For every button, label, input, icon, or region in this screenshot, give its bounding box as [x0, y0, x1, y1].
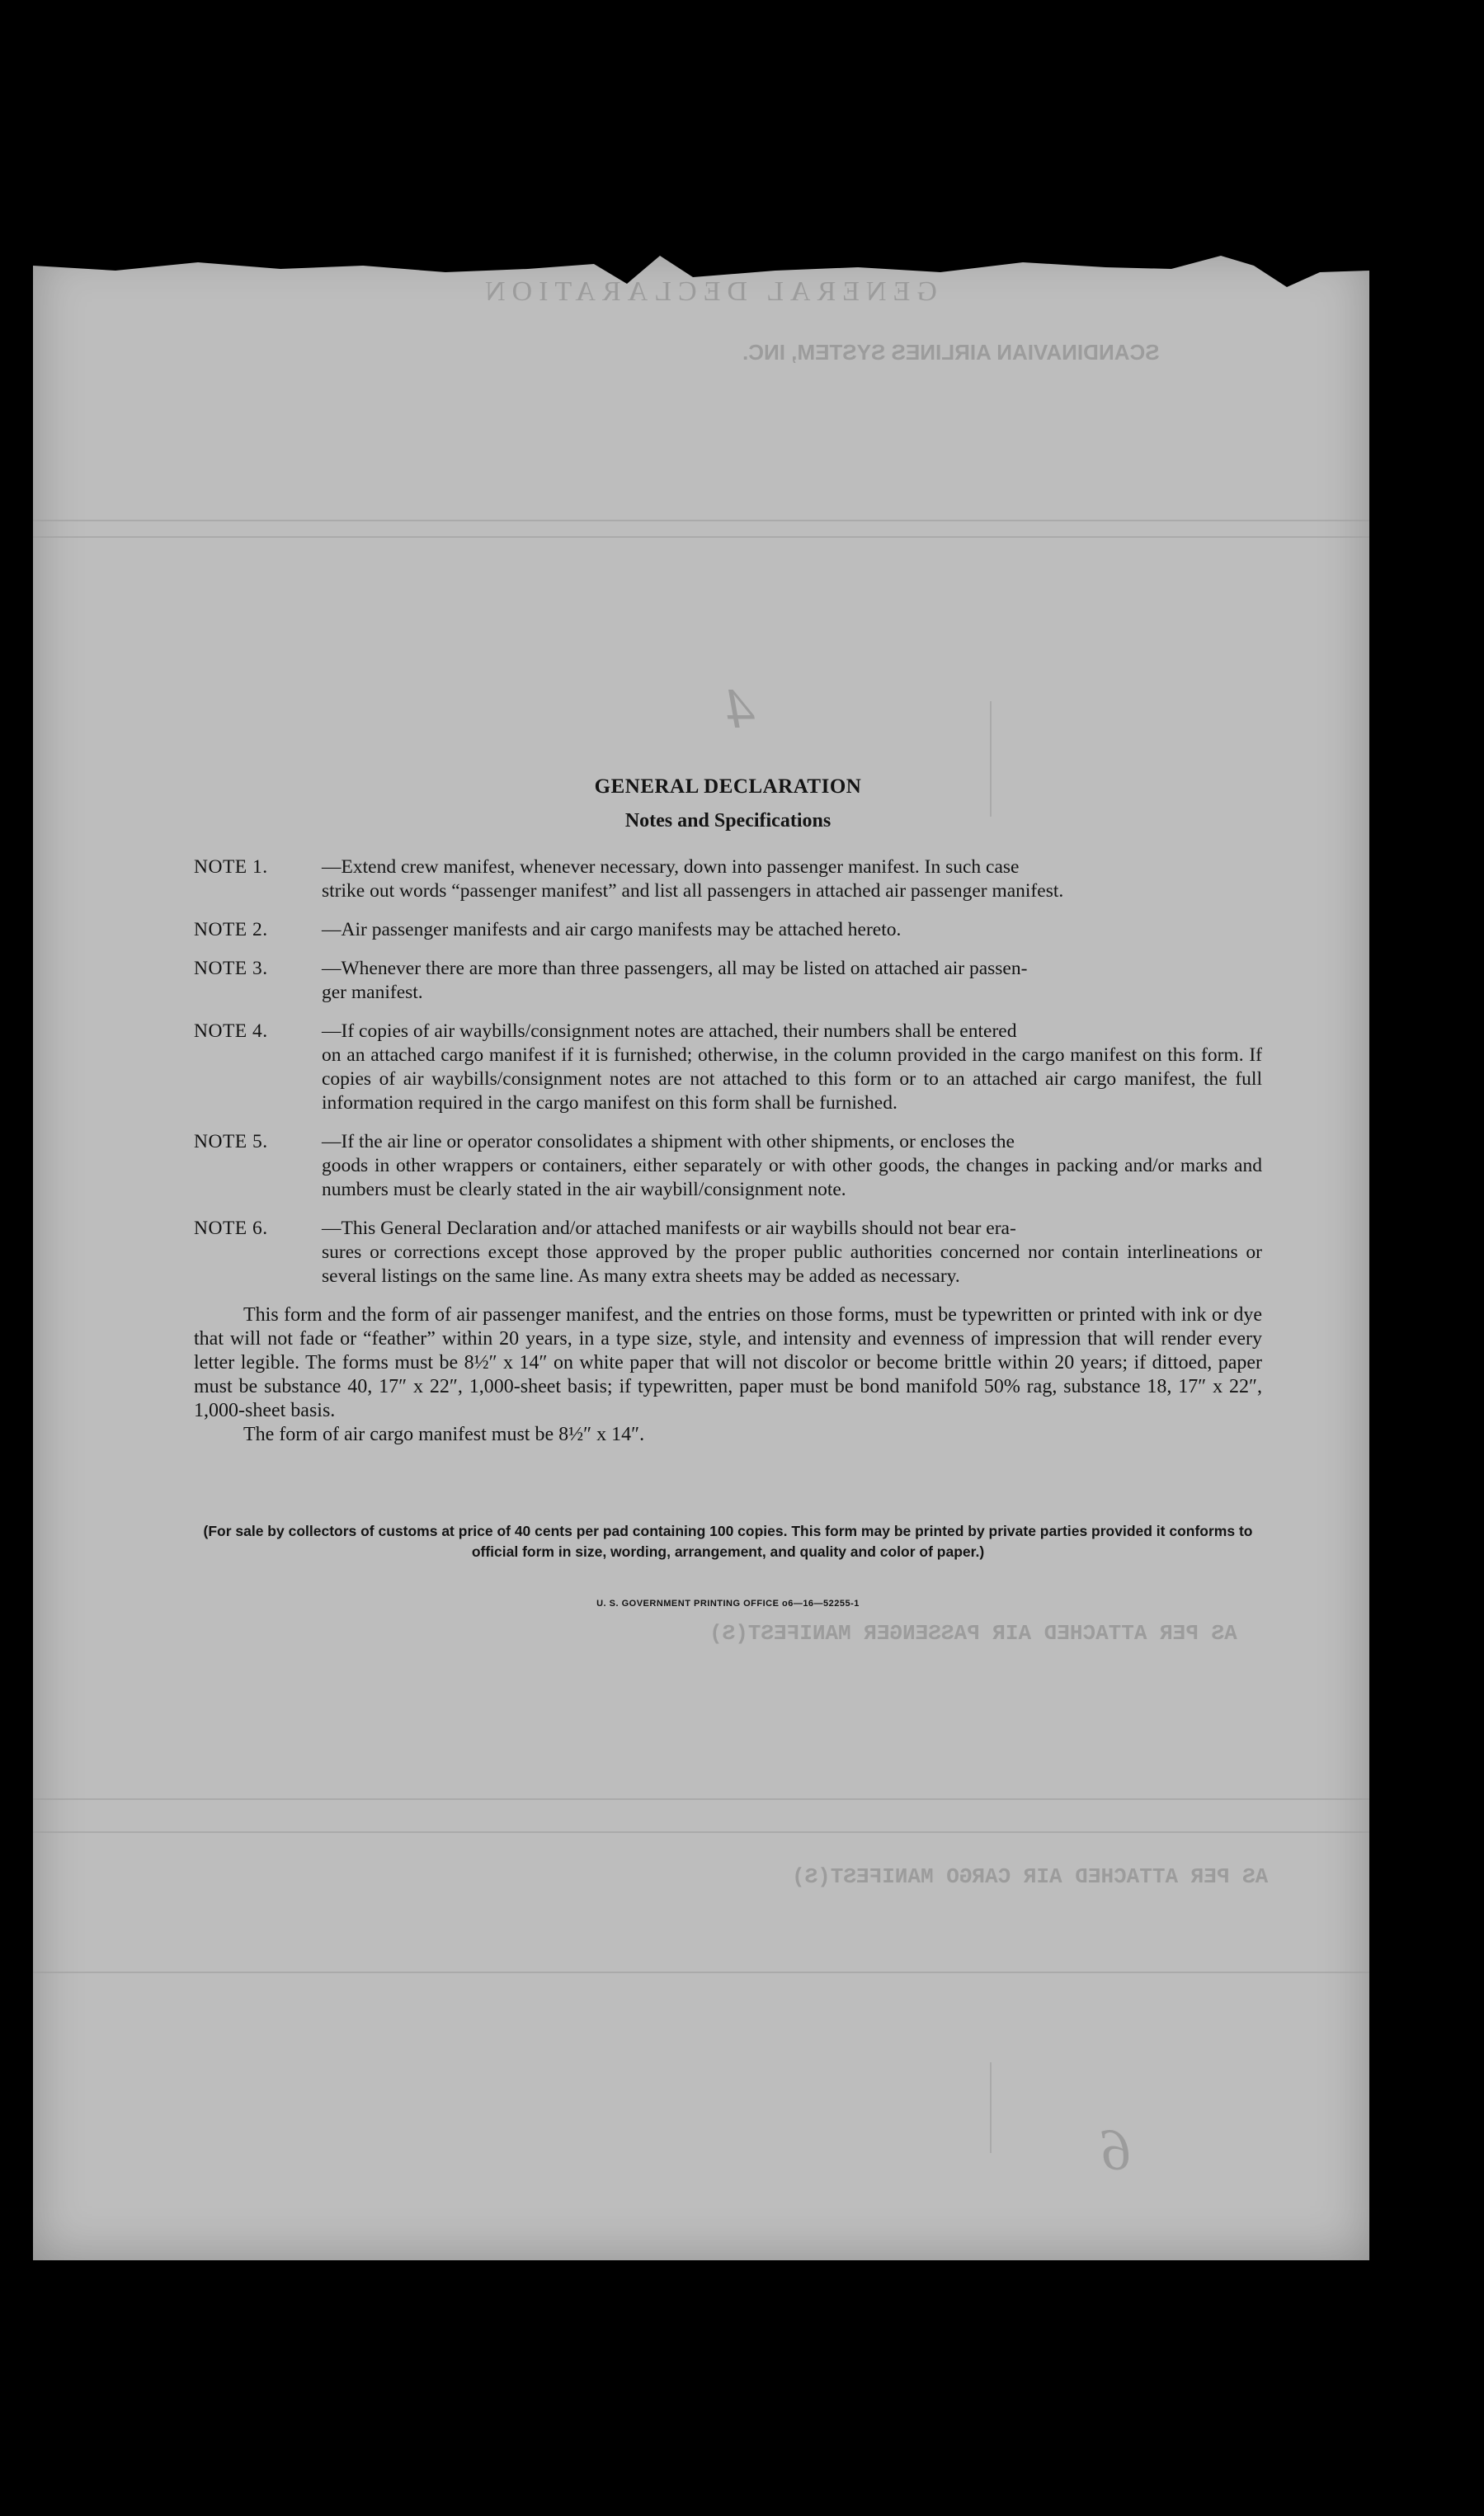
- bleed-airline: SCANDINAVIAN AIRLINES SYSTEM, INC.: [742, 340, 1160, 365]
- bleed-cargo-stamp: AS PER ATTACHED AIR CARGO MANIFEST(S): [792, 1864, 1269, 1889]
- note-1: [194, 855, 1262, 903]
- note-label: NOTE 2.: [194, 919, 268, 940]
- bleed-rule: [33, 1798, 1369, 1800]
- form-requirements-paragraph: [194, 1303, 1262, 1447]
- printing-office-imprint: U. S. GOVERNMENT PRINTING OFFICE o6—16—52255-1: [596, 1599, 860, 1609]
- note-continuation: sures or corrections except those approved by the proper public authorities concerned nor contain interlineations or several listings on the same line. As many extra sheets may be added as necessary.: [322, 1242, 1262, 1287]
- note-label: NOTE 1.: [194, 856, 268, 878]
- document-sheet: [33, 247, 1369, 2260]
- note-label: NOTE 6.: [194, 1218, 268, 1239]
- note-text: —If copies of air waybills/consignment notes are attached, their numbers shall be entered: [322, 1020, 1017, 1042]
- note-label: NOTE 3.: [194, 958, 268, 979]
- bleed-header: GENERAL DECLARATION: [478, 276, 937, 307]
- bleed-rule: [990, 2062, 992, 2153]
- note-continuation: on an attached cargo manifest if it is furnished; otherwise, in the column provided in the cargo manifest on this form. If copies of air waybills/consignment notes are not attached to this form or to an attached air cargo manifest, the full information required in the cargo manifest on this form shall be furnished.: [322, 1044, 1262, 1114]
- form-requirements-text: This form and the form of air passenger manifest, and the entries on those forms, must be typewritten or printed with ink or dye that will not fade or “feather” within 20 years, in a type size, style, and intensity and evenness of impression that will render every letter legible. The forms must be 8½″ x 14″ on white paper that will not discolor or become brittle within 20 years; if dittoed, paper must be substance 40, 17″ x 22″, 1,000-sheet basis; if typewritten, paper must be bond manifold 50% rag, substance 18, 17″ x 22″, 1,000-sheet basis.: [194, 1304, 1262, 1421]
- note-6: [194, 1217, 1262, 1289]
- sale-notice: (For sale by collectors of customs at price of 40 cents per pad containing 100 copies. This form may be printed by private parties provided it conforms to official form in size, wording, arrangement, and quality and color of paper.): [203, 1523, 1253, 1560]
- bleed-rule: [33, 536, 1369, 538]
- note-3: [194, 957, 1262, 1005]
- note-text: —Extend crew manifest, whenever necessary, down into passenger manifest. In such case: [322, 856, 1020, 878]
- note-continuation: strike out words “passenger manifest” and list all passengers in attached air passenger manifest.: [322, 880, 1064, 902]
- notes-and-specifications: [194, 775, 1262, 1609]
- note-continuation: goods in other wrappers or containers, either separately or with other goods, the changes in packing and/or marks and numbers must be clearly stated in the air waybill/consignment note.: [322, 1155, 1262, 1200]
- bleed-rule: [33, 1831, 1369, 1833]
- note-text: —Air passenger manifests and air cargo manifests may be attached hereto.: [322, 919, 902, 940]
- note-2: [194, 918, 1262, 942]
- note-text: —Whenever there are more than three passengers, all may be listed on attached air passen-: [322, 958, 1028, 979]
- note-text: —This General Declaration and/or attached manifests or air waybills should not bear era-: [322, 1218, 1016, 1239]
- page-subtitle: Notes and Specifications: [624, 810, 832, 832]
- note-continuation: ger manifest.: [322, 982, 423, 1003]
- bleed-passenger-stamp: AS PER ATTACHED AIR PASSENGER MANIFEST(S): [709, 1621, 1237, 1646]
- bleed-hand-mark: 6: [1101, 2117, 1131, 2183]
- bleed-rule: [33, 1972, 1369, 1973]
- bleed-rule: [33, 520, 1369, 521]
- note-5: [194, 1130, 1262, 1202]
- note-label: NOTE 5.: [194, 1131, 268, 1152]
- note-label: NOTE 4.: [194, 1020, 268, 1042]
- bleed-hand-mark: 4: [726, 677, 755, 741]
- note-4: [194, 1020, 1262, 1115]
- page-title: GENERAL DECLARATION: [594, 775, 862, 798]
- note-text: —If the air line or operator consolidates a shipment with other shipments, or encloses the: [322, 1131, 1015, 1152]
- cargo-manifest-size: The form of air cargo manifest must be 8½″ x 14″.: [243, 1424, 645, 1445]
